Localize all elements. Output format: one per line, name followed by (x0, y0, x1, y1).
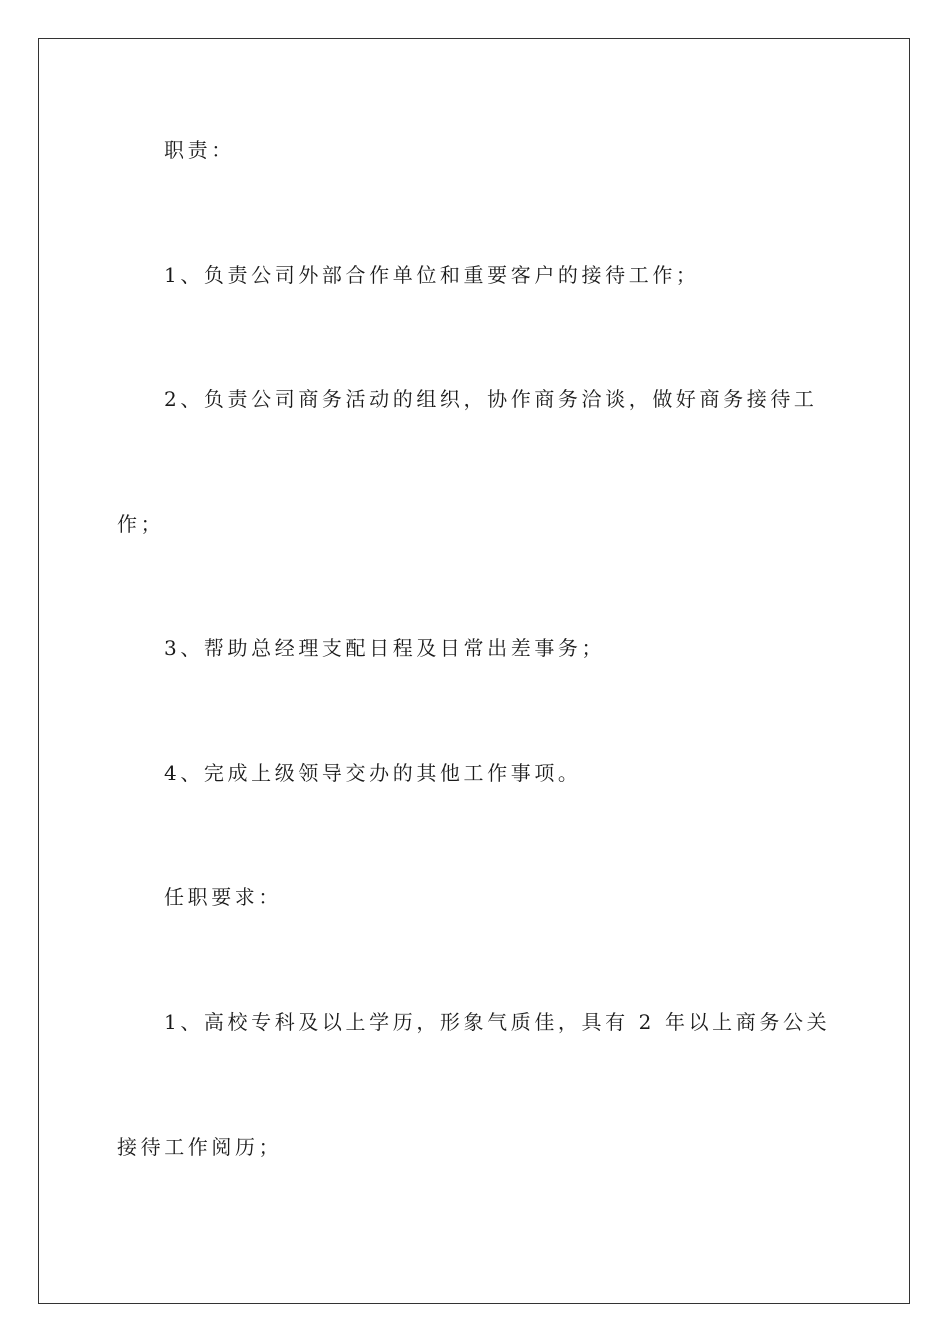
responsibility-item-2-continued: 作； (117, 512, 165, 536)
page-border (38, 38, 910, 1304)
requirement-item-1-continued: 接待工作阅历； (117, 1135, 283, 1159)
requirement-item-1: 1、高校专科及以上学历，形象气质佳，具有 2 年以上商务公关 (164, 1010, 831, 1034)
heading-requirements: 任职要求： (164, 885, 282, 909)
responsibility-item-2: 2、负责公司商务活动的组织，协作商务洽谈，做好商务接待工 (164, 387, 818, 411)
responsibility-item-4: 4、完成上级领导交办的其他工作事项。 (164, 761, 582, 785)
responsibility-item-1: 1、负责公司外部合作单位和重要客户的接待工作； (164, 263, 700, 287)
responsibility-item-3: 3、帮助总经理支配日程及日常出差事务； (164, 636, 606, 660)
heading-responsibilities: 职责： (164, 138, 235, 162)
